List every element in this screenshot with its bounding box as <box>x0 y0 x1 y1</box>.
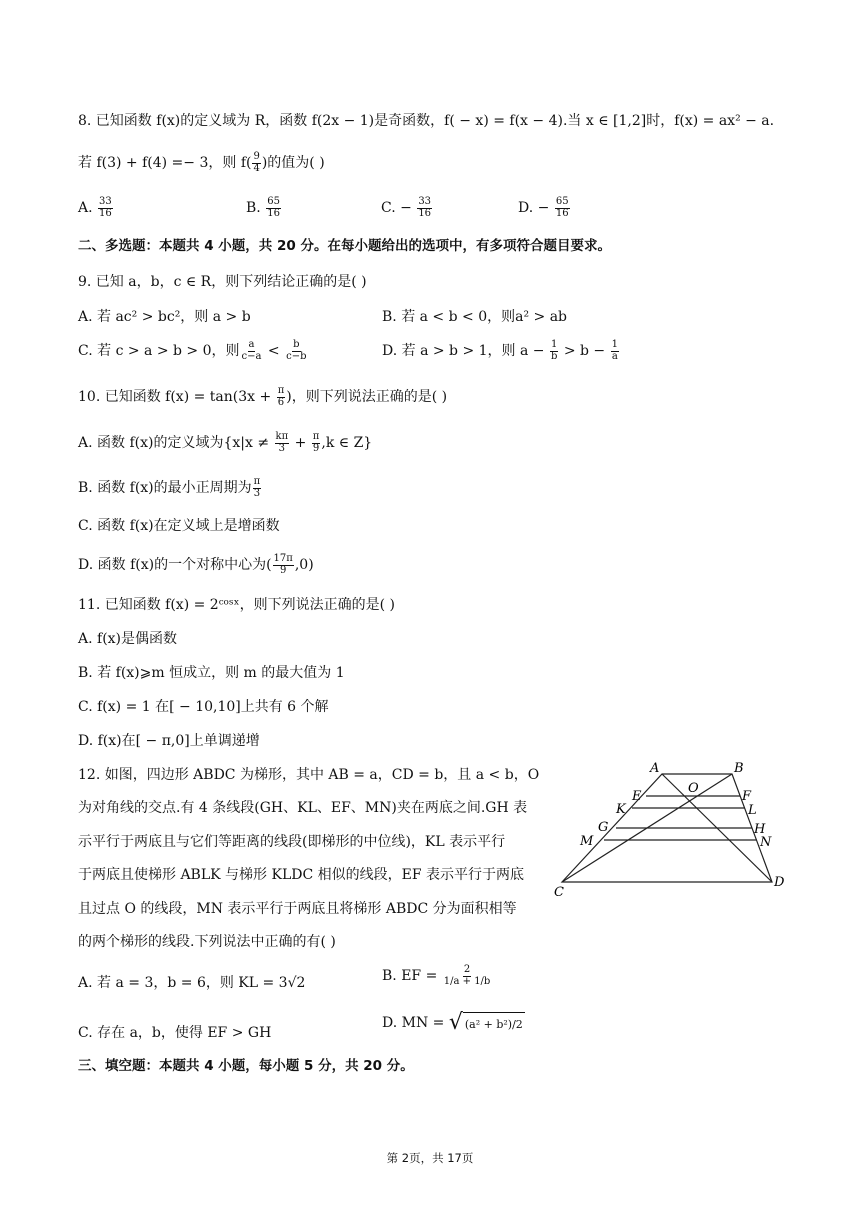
label-a: A <box>650 761 660 776</box>
q9-stem: 9. 已知 a，b，c ∈ R，则下列结论正确的是( ) <box>78 274 367 290</box>
label-g: G <box>598 820 609 835</box>
q12-line-3: 示平行于两底且与它们等距离的线段(即梯形的中位线)，KL 表示平行 <box>78 834 506 850</box>
q11-option-c: C. f(x) = 1 在[ − 10,10]上共有 6 个解 <box>78 699 329 715</box>
q11-option-b: B. 若 f(x)⩾m 恒成立，则 m 的最大值为 1 <box>78 665 345 681</box>
q8-option-b: B. $\frac{65}{16}$ <box>246 196 280 219</box>
q8-line2: 若 f(3) + f(4) =− 3，则 f( $\frac{9}{4}$ )的值为( ) <box>78 151 325 174</box>
q11-stem: 11. 已知函数 f(x) = 2ᶜᵒˢˣ，则下列说法正确的是( ) <box>78 597 395 613</box>
q12-line-4: 于两底且使梯形 ABLK 与梯形 KLDC 相似的线段，EF 表示平行于两底 <box>78 867 525 883</box>
label-d: D <box>774 875 785 890</box>
label-o: O <box>688 781 699 796</box>
label-n: N <box>760 835 772 850</box>
q12-line-6: 的两个梯形的线段.下列说法中正确的有( ) <box>78 934 336 950</box>
q9-option-b: B. 若 a < b < 0，则a² > ab <box>382 309 568 325</box>
trapezoid-figure <box>552 760 792 900</box>
q8-option-a: A. $\frac{33}{16}$ <box>78 196 112 219</box>
q10-stem: 10. 已知函数 f(x) = tan(3x + $\frac{\pi}{6}$ )，则下列说法正确的是( ) <box>78 385 448 408</box>
label-m: M <box>580 834 594 849</box>
q10-option-b: B. 函数 f(x)的最小正周期为 $\frac{\pi}{3}$ <box>78 476 261 499</box>
label-e: E <box>632 789 642 804</box>
label-h: H <box>754 822 766 837</box>
q12-option-d: D. MN = √ (a² + b²)/2 <box>382 1010 523 1035</box>
q9-option-a: A. 若 ac² > bc²，则 a > b <box>78 309 251 325</box>
section-3-heading: 三、填空题：本题共 4 小题，每小题 5 分，共 20 分。 <box>78 1058 414 1074</box>
q11-option-d: D. f(x)在[ − π,0]上单调递增 <box>78 733 260 749</box>
q9-option-c: C. 若 c > a > b > 0，则 $\frac{a}{c-a}$ < $\frac{b}{c-b}$ <box>78 339 307 362</box>
q12-option-c: C. 存在 a，b，使得 EF > GH <box>78 1025 272 1041</box>
label-l: L <box>748 803 757 818</box>
label-c: C <box>554 885 564 900</box>
fraction: $\frac{9}{4}$ <box>253 151 260 174</box>
q12-line-5: 且过点 O 的线段，MN 表示平行于两底且将梯形 ABDC 分为面积相等 <box>78 901 517 917</box>
label-k: K <box>616 802 626 817</box>
q8-line1: 8. 已知函数 f(x)的定义域为 R，函数 f(2x − 1)是奇函数，f( − x) = f(x − 4).当 x ∈ [1,2]时，f(x) = ax² − a. <box>78 113 775 129</box>
q12-line-1: 12. 如图，四边形 ABDC 为梯形，其中 AB = a，CD = b，且 a < b，O <box>78 767 540 783</box>
q12-option-b: B. EF = $\frac{2}{1/a + 1/b}$ <box>382 964 491 987</box>
q12-line-2: 为对角线的交点.有 4 条线段(GH、KL、EF、MN)夹在两底之间.GH 表 <box>78 800 528 816</box>
q8-option-d: D. − $\frac{65}{16}$ <box>518 196 569 219</box>
q10-option-c: C. 函数 f(x)在定义域上是增函数 <box>78 518 280 534</box>
sqrt-expression: √ (a² + b²)/2 <box>448 1010 523 1035</box>
label-b: B <box>734 761 744 776</box>
q9-option-d: D. 若 a > b > 1，则 a − $\frac{1}{b}$ > b − $\frac{1}{a}$ <box>382 339 618 362</box>
q12-option-a: A. 若 a = 3，b = 6，则 KL = 3√2 <box>78 975 306 991</box>
q11-option-a: A. f(x)是偶函数 <box>78 631 178 647</box>
page-footer: 第 2页，共 17页 <box>386 1151 474 1165</box>
q10-option-d: D. 函数 f(x)的一个对称中心为( $\frac{17\pi}{9}$ ,0) <box>78 553 314 576</box>
q10-option-a: A. 函数 f(x)的定义域为{x|x ≠ $\frac{k\pi}{3}$ + $\frac{\pi}{9}$ ,k ∈ Z} <box>78 431 373 454</box>
label-f: F <box>742 789 752 804</box>
section-2-heading: 二、多选题：本题共 4 小题，共 20 分。在每小题给出的选项中，有多项符合题目要求。 <box>78 238 611 254</box>
q8-option-c: C. − $\frac{33}{16}$ <box>381 196 432 219</box>
